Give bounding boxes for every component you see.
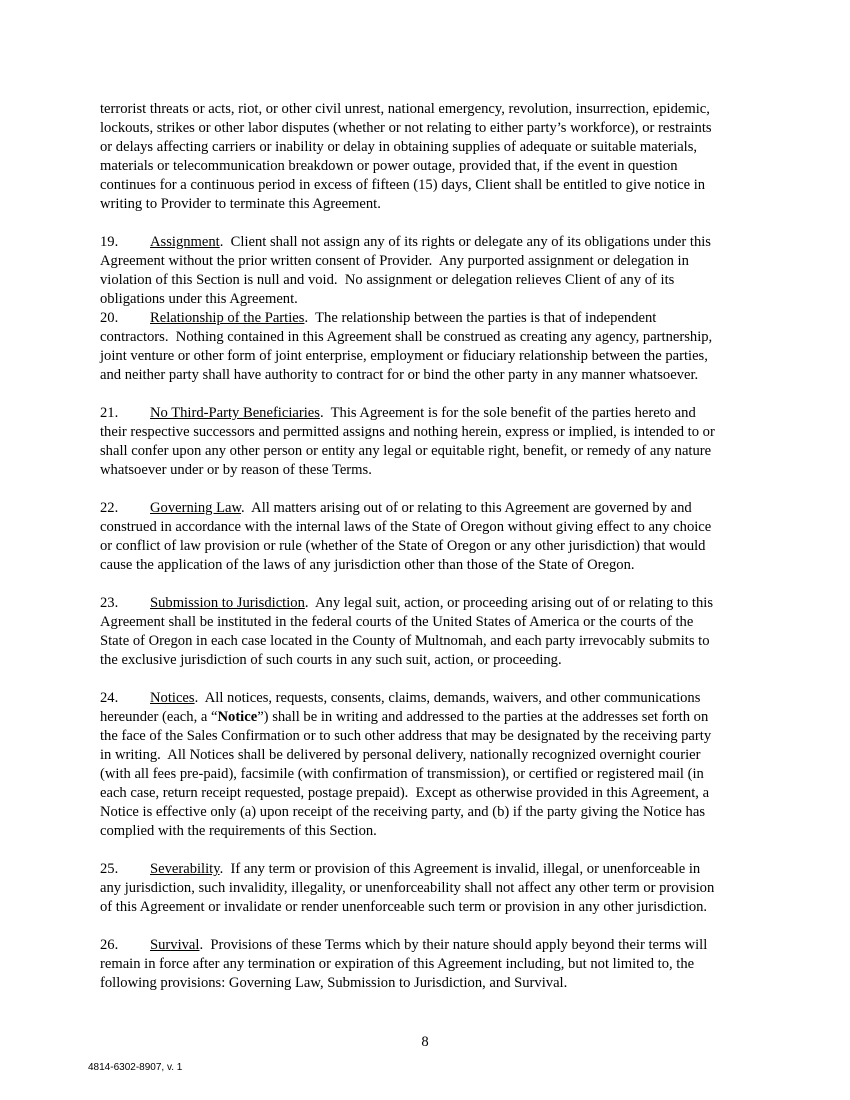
line-text: or conflict of law provision or rule (whether of the State of Oregon or any other jurisdiction) that would (100, 538, 706, 554)
line-text: ”) shall be in writing and addressed to the parties at the addresses set forth on (257, 709, 709, 725)
line-text: . Any legal suit, action, or proceeding arising out of or relating to this (304, 595, 714, 611)
text-line (100, 556, 760, 575)
section-heading: No Third-Party Beneficiaries (150, 405, 320, 421)
text-line (100, 651, 760, 670)
blank-line (100, 917, 760, 936)
line-text: contractors. Nothing contained in this Agreement shall be construed as creating any agency, partnership, (100, 329, 713, 345)
text-line (100, 803, 760, 822)
text-line (100, 765, 760, 784)
text-line (100, 898, 760, 917)
line-text: shall confer upon any other person or entity any legal or equitable right, benefit, or remedy of any nature (100, 443, 712, 459)
text-line (100, 822, 760, 841)
line-text: materials or telecommunication breakdown or power outage, provided that, if the event in question (100, 158, 678, 174)
line-text: their respective successors and permitted assigns and nothing herein, express or implied, is intended to or (100, 424, 715, 440)
line-text: terrorist threats or acts, riot, or other civil unrest, national emergency, revolution, insurrection, epidemic, (100, 101, 710, 117)
line-text: (with all fees pre-paid), facsimile (with confirmation of transmission), or certified or registered mail (in (100, 766, 704, 782)
section-number: 25. (100, 861, 119, 877)
text-line (100, 860, 760, 879)
text-line (100, 176, 760, 195)
page-number: 8 (421, 1034, 429, 1050)
line-text: the exclusive jurisdiction of such courts in any such suit, action, or proceeding. (100, 652, 562, 668)
section-number: 24. (100, 690, 119, 706)
line-text: lockouts, strikes or other labor disputes (whether or not relating to either party’s workforce), or restraints (100, 120, 712, 136)
line-text: continues for a continuous period in excess of fifteen (15) days, Client shall be entitled to give notice in (100, 177, 706, 193)
text-line (100, 955, 760, 974)
text-line (100, 271, 760, 290)
section-heading: Relationship of the Parties (150, 310, 305, 326)
line-text: obligations under this Agreement. (100, 291, 298, 307)
text-line (100, 936, 760, 955)
line-text: violation of this Section is null and void. No assignment or delegation relieves Client of any of its (100, 272, 675, 288)
text-line (100, 689, 760, 708)
document-id: 4814-6302-8907, v. 1 (88, 1062, 183, 1073)
text-line (100, 537, 760, 556)
section-number: 21. (100, 405, 119, 421)
section-heading: Severability (150, 861, 220, 877)
text-line (100, 157, 760, 176)
text-line (100, 290, 760, 309)
text-line (100, 252, 760, 271)
line-text: joint venture or other form of joint enterprise, employment or fiduciary relationship between the parties, (100, 348, 708, 364)
line-text: . All matters arising out of or relating to this Agreement are governed by and (241, 500, 692, 516)
text-line (100, 461, 760, 480)
text-line (100, 974, 760, 993)
section-heading: Notices (150, 690, 195, 706)
text-line (100, 328, 760, 347)
section-heading: Submission to Jurisdiction (150, 595, 305, 611)
text-line (100, 784, 760, 803)
text-line (100, 632, 760, 651)
line-text: . Client shall not assign any of its rights or delegate any of its obligations under this (219, 234, 711, 250)
text-line (100, 613, 760, 632)
text-line (100, 499, 760, 518)
section-number: 23. (100, 595, 119, 611)
line-text: each case, return receipt requested, postage prepaid). Except as otherwise provided in this Agreement, a (100, 785, 710, 801)
line-text: or delays affecting carriers or inability or delay in obtaining supplies of adequate or suitable materials, (100, 139, 698, 155)
text-line (100, 708, 760, 727)
defined-term: Notice (217, 709, 258, 725)
line-text: and neither party shall have authority to contract for or bind the other party in any manner whatsoever. (100, 367, 699, 383)
section-heading: Assignment (150, 234, 220, 250)
text-line (100, 727, 760, 746)
blank-line (100, 214, 760, 233)
line-text: in writing. All Notices shall be delivered by personal delivery, nationally recognized overnight courier (100, 747, 701, 763)
line-text: of this Agreement or invalidate or render unenforceable such term or provision in any other jurisdiction. (100, 899, 708, 915)
text-line (100, 347, 760, 366)
text-line (100, 119, 760, 138)
section-heading: Survival (150, 937, 200, 953)
line-text: complied with the requirements of this Section. (100, 823, 377, 839)
blank-line (100, 841, 760, 860)
line-text: . If any term or provision of this Agreement is invalid, illegal, or unenforceable in (219, 861, 701, 877)
text-line (100, 423, 760, 442)
text-line (100, 309, 760, 328)
line-text: construed in accordance with the internal laws of the State of Oregon without giving effect to any choice (100, 519, 712, 535)
blank-line (100, 670, 760, 689)
blank-line (100, 385, 760, 404)
text-line (100, 518, 760, 537)
line-text: . Provisions of these Terms which by their nature should apply beyond their terms will (199, 937, 708, 953)
line-text: remain in force after any termination or expiration of this Agreement including, but not limited to, the (100, 956, 695, 972)
text-line (100, 404, 760, 423)
document-body (100, 100, 760, 993)
section-heading: Governing Law (150, 500, 242, 516)
line-text: . This Agreement is for the sole benefit of the parties hereto and (319, 405, 696, 421)
line-text: Agreement shall be instituted in the federal courts of the United States of America or the courts of the (100, 614, 694, 630)
line-text: . All notices, requests, consents, claims, demands, waivers, and other communications (194, 690, 701, 706)
section-number: 26. (100, 937, 119, 953)
line-text: following provisions: Governing Law, Submission to Jurisdiction, and Survival. (100, 975, 568, 991)
text-line (100, 746, 760, 765)
text-line (100, 879, 760, 898)
line-text: . The relationship between the parties is that of independent (304, 310, 657, 326)
section-number: 19. (100, 234, 119, 250)
line-text: cause the application of the laws of any jurisdiction other than those of the State of Oregon. (100, 557, 635, 573)
line-text: State of Oregon in each case located in the County of Multnomah, and each party irrevocably submits to (100, 633, 710, 649)
text-line (100, 138, 760, 157)
text-line (100, 442, 760, 461)
text-line (100, 195, 760, 214)
section-number: 22. (100, 500, 119, 516)
line-text: the face of the Sales Confirmation or to such other address that may be designated by the receiving party (100, 728, 712, 744)
line-text: Notice is effective only (a) upon receipt of the receiving party, and (b) if the party giving the Notice has (100, 804, 706, 820)
text-line (100, 594, 760, 613)
text-line (100, 233, 760, 252)
section-number: 20. (100, 310, 119, 326)
text-line (100, 100, 760, 119)
blank-line (100, 480, 760, 499)
blank-line (100, 575, 760, 594)
text-line (100, 366, 760, 385)
line-text: whatsoever under or by reason of these Terms. (100, 462, 372, 478)
line-text: Agreement without the prior written consent of Provider. Any purported assignment or delegation in (100, 253, 689, 269)
line-text: writing to Provider to terminate this Agreement. (100, 196, 381, 212)
line-text: any jurisdiction, such invalidity, illegality, or unenforceability shall not affect any other term or provision (100, 880, 715, 896)
line-text: hereunder (each, a “ (100, 709, 218, 725)
